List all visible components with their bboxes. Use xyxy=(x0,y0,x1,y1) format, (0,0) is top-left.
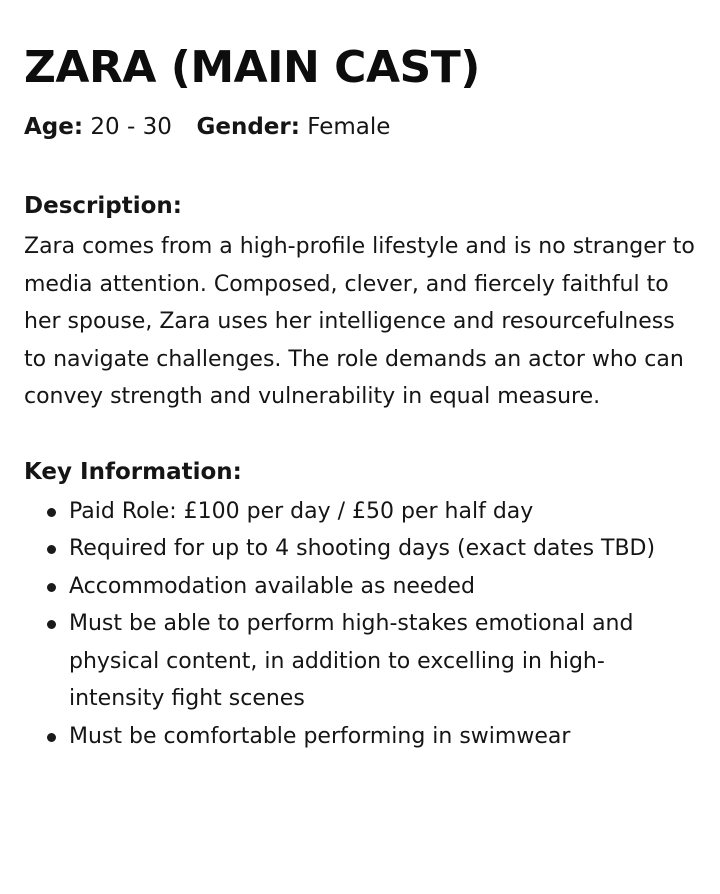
key-information-item xyxy=(24,718,696,756)
bullet-icon xyxy=(47,545,56,554)
key-information-item xyxy=(24,530,696,568)
description-text: Zara comes from a high-profile lifestyle and is no stranger to media attention. Composed, clever, and fiercely faithful to her spouse, Zara uses her intelligence and resourcefulness to navigate challenges. The role demands an actor who can convey strength and vulnerability in equal measure. xyxy=(24,234,695,409)
bullet-icon xyxy=(47,583,56,592)
key-information-heading: Key Information: xyxy=(24,458,242,485)
gender-value: Female xyxy=(307,114,391,140)
description-heading: Description: xyxy=(24,193,182,219)
bullet-icon xyxy=(47,508,56,517)
key-information-text: Required for up to 4 shooting days (exact dates TBD) xyxy=(69,536,656,561)
bullet-icon xyxy=(47,733,56,742)
bullet-icon xyxy=(47,620,56,629)
key-information-text: Paid Role: £100 per day / £50 per half day xyxy=(69,498,534,524)
key-information-item xyxy=(24,605,696,718)
age-label: Age: xyxy=(24,114,84,140)
gender-label: Gender: xyxy=(196,114,300,140)
age-value: 20 - 30 xyxy=(90,114,172,140)
key-information-item xyxy=(24,568,696,606)
key-information-text: Must be comfortable performing in swimwear xyxy=(69,723,571,749)
role-meta xyxy=(24,112,696,142)
key-information-item xyxy=(24,493,696,531)
key-information-text: Accommodation available as needed xyxy=(69,573,475,599)
key-information-text: Must be able to perform high-stakes emotional and physical content, in addition to excelling in high-intensity fight scenes xyxy=(69,611,634,711)
key-information-list xyxy=(24,493,696,756)
role-title: ZARA (MAIN CAST) xyxy=(24,42,480,93)
